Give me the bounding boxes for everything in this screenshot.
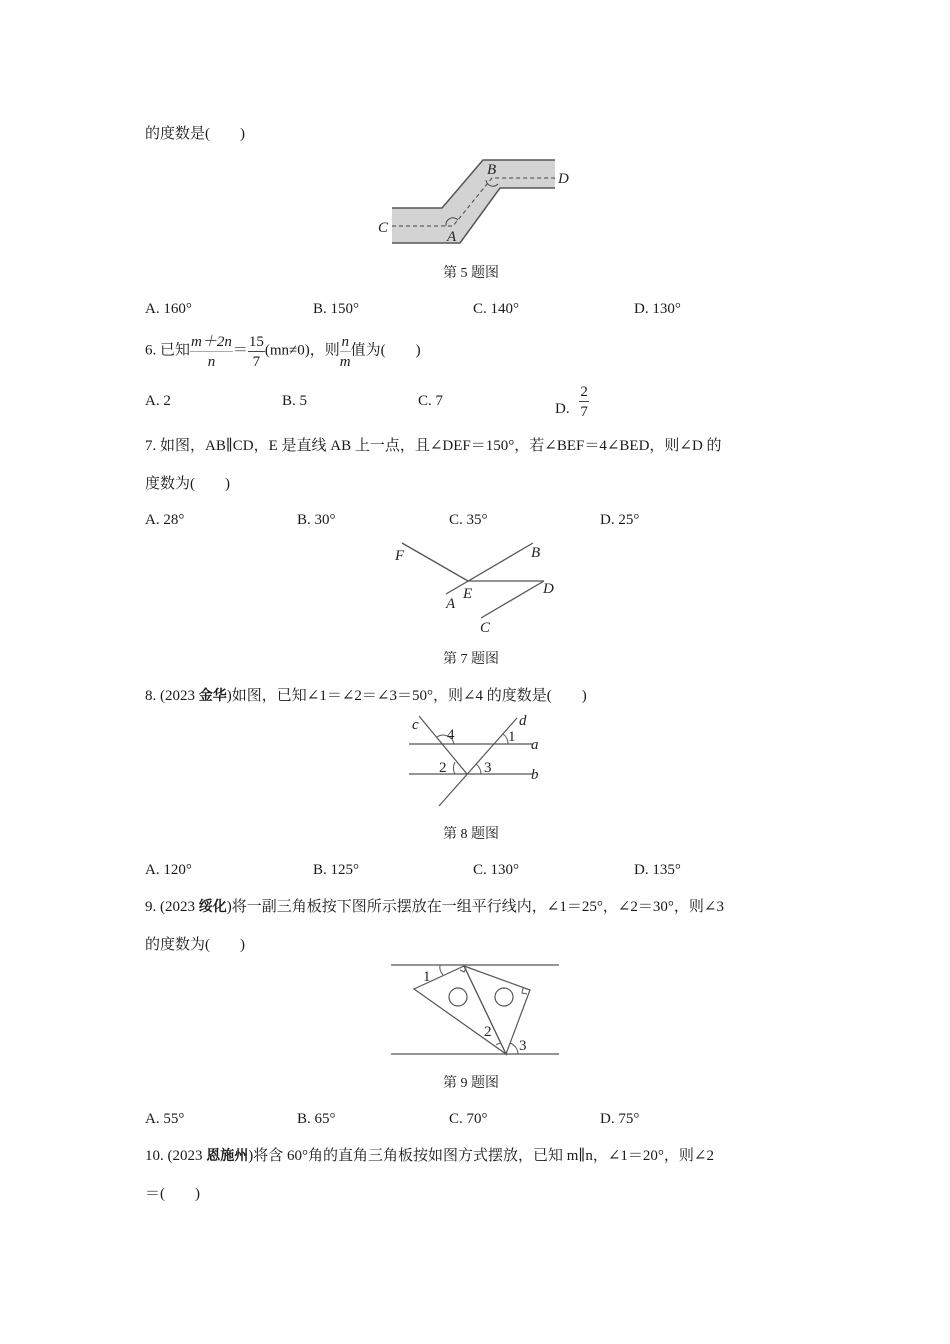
q8-label-1: 1: [508, 729, 516, 745]
q7-stem-line2: 度数为( ): [145, 476, 230, 492]
q9-stem-line1: 9. (2023 绥化)将一副三角板按下图所示摆放在一组平行线内，∠1＝25°，∠2＝30°，则∠3: [145, 899, 724, 915]
q5-label-d: D: [558, 171, 569, 187]
q6-fraction-1: $\frac{m+2n}{n}$: [191, 334, 232, 370]
q6-option-b[interactable]: B. 5: [282, 393, 308, 409]
q9-source: 绥化: [198, 899, 227, 915]
q7-figure: [380, 535, 580, 645]
q6-option-d-fraction: $\frac{2}{7}$: [580, 384, 588, 420]
q6-fraction-2: $\frac{15}{7}$: [248, 334, 264, 370]
q5-option-a[interactable]: A. 160°: [145, 301, 192, 317]
q7-option-d[interactable]: D. 25°: [600, 512, 640, 528]
q7-stem-line1: 7. 如图，AB∥CD，E 是直线 AB 上一点，且∠DEF＝150°，若∠BEF＝4∠BED，则∠D 的: [145, 438, 722, 454]
q7-figure-caption: 第 7 题图: [443, 652, 499, 667]
q7-label-c: C: [480, 620, 491, 636]
q9-label-2: 2: [484, 1024, 492, 1040]
q9-option-a[interactable]: A. 55°: [145, 1111, 185, 1127]
q8-label-2: 2: [439, 760, 447, 776]
q6-option-a[interactable]: A. 2: [145, 393, 171, 409]
q10-stem-line1: 10. (2023 恩施州)将含 60°角的直角三角板按如图方式摆放，已知 m∥n，∠1＝20°，则∠2: [145, 1148, 714, 1164]
q7-label-f: F: [395, 548, 405, 564]
q5-figure-caption: 第 5 题图: [443, 266, 499, 281]
q8-source: 金华: [198, 688, 227, 704]
q6-option-c[interactable]: C. 7: [418, 393, 444, 409]
q9-stem-line2: 的度数为( ): [145, 937, 245, 953]
q8-label-b: b: [531, 767, 539, 783]
q8-label-c: c: [412, 717, 419, 733]
q8-stem: 8. (2023 金华)如图，已知∠1＝∠2＝∠3＝50°，则∠4 的度数是( ): [145, 688, 587, 704]
q6-fraction-3: $\frac{n}{m}$: [339, 334, 351, 370]
q8-label-4: 4: [447, 727, 455, 743]
q9-label-1: 1: [423, 969, 431, 985]
q5-option-b[interactable]: B. 150°: [313, 301, 360, 317]
q10-source: 恩施州: [206, 1148, 249, 1164]
q9-figure-caption: 第 9 题图: [443, 1076, 499, 1091]
q5-option-c[interactable]: C. 140°: [473, 301, 520, 317]
q6-stem: 6. 已知 $\frac{m+2n}{n}$ ＝ $\frac{15}{7}$ (mn≠0)，则 $\frac{n}{m}$ 值为( ): [145, 334, 421, 370]
q5-label-c: C: [378, 220, 389, 236]
q7-label-e: E: [463, 586, 473, 602]
q6-condition: (mn≠0)，则: [264, 342, 340, 359]
q9-option-d[interactable]: D. 75°: [600, 1111, 640, 1127]
q5-stem-continuation: 的度数是( ): [145, 126, 245, 142]
q8-label-d: d: [519, 713, 527, 729]
q6-number: 6.: [145, 342, 157, 359]
q5-label-a: A: [447, 229, 457, 245]
q7-label-a: A: [446, 596, 456, 612]
q8-option-a[interactable]: A. 120°: [145, 862, 192, 878]
q5-option-d[interactable]: D. 130°: [634, 301, 681, 317]
q6-prefix: 已知: [160, 342, 191, 359]
q7-label-d: D: [543, 581, 554, 597]
q8-label-a: a: [531, 737, 539, 753]
q5-label-b: B: [487, 162, 497, 178]
q6-suffix: 值为( ): [350, 342, 421, 359]
q7-option-a[interactable]: A. 28°: [145, 512, 185, 528]
q10-stem-line2: ＝( ): [145, 1186, 200, 1202]
q7-label-b: B: [531, 545, 541, 561]
q5-figure: [375, 155, 575, 255]
q6-option-d[interactable]: D. $\frac{2}{7}$: [555, 384, 588, 420]
q8-option-d[interactable]: D. 135°: [634, 862, 681, 878]
q9-option-b[interactable]: B. 65°: [297, 1111, 336, 1127]
q7-option-b[interactable]: B. 30°: [297, 512, 336, 528]
q8-option-c[interactable]: C. 130°: [473, 862, 520, 878]
q7-option-c[interactable]: C. 35°: [449, 512, 488, 528]
q8-option-b[interactable]: B. 125°: [313, 862, 360, 878]
q8-figure-caption: 第 8 题图: [443, 827, 499, 842]
q9-option-c[interactable]: C. 70°: [449, 1111, 488, 1127]
q8-label-3: 3: [484, 760, 492, 776]
q8-figure: [395, 712, 555, 812]
q9-figure: [385, 955, 565, 1065]
q9-label-3: 3: [519, 1038, 527, 1054]
